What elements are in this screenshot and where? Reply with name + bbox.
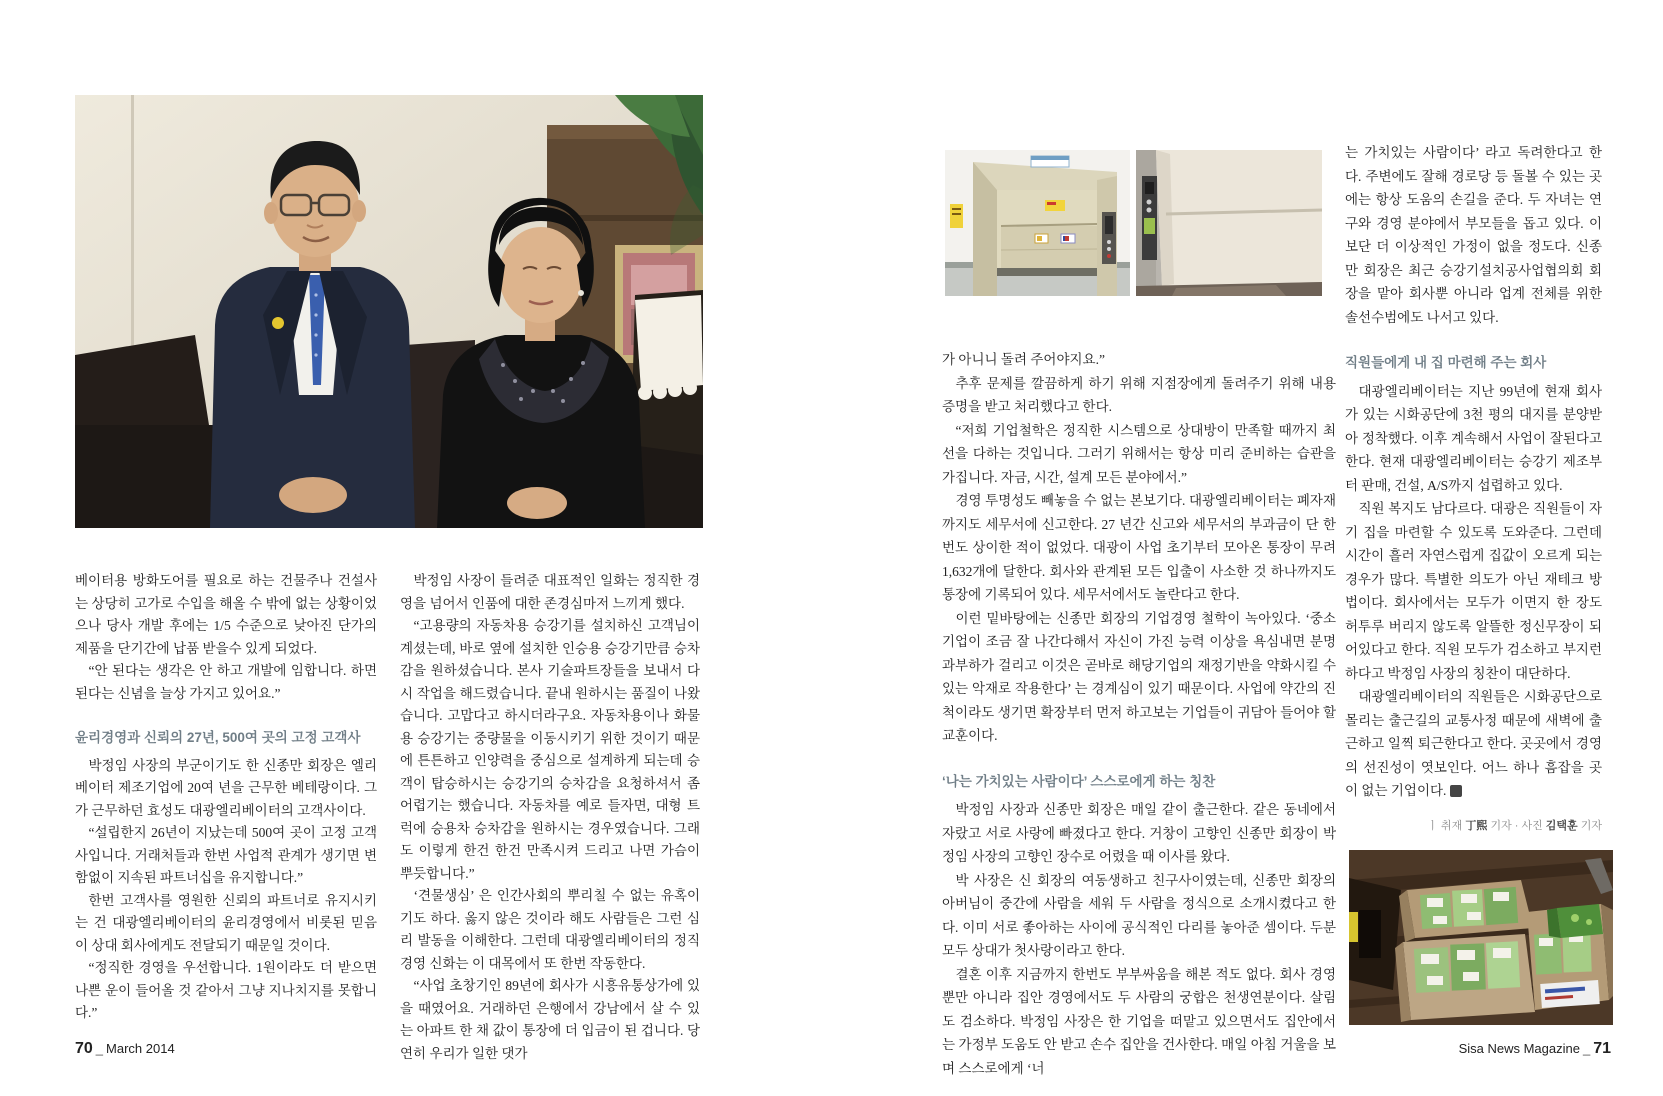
paragraph: 한번 고객사를 영원한 신뢰의 파트너로 유지시키는 건 대광엘리베이터의 윤리경영에서 비롯된 믿음이 상대 회사에게도 전달되기 때문일 것이다. — [75, 892, 377, 953]
paragraph: 결혼 이후 지금까지 한번도 부부싸움을 해본 적도 없다. 회사 경영뿐만 아니라 집안 경영에서도 두 사람의 궁합은 천생연분이다. 살림도 검소하다. 박정임 사장은 한 기업을 떠맡고 있으면서도 집안에서는 가정부 도움도 안 받고 손수 집안을 건사한다. 매일 아침 거울을 보며 스스로에게 ‘너 — [942, 966, 1336, 1076]
paragraph: “고용량의 자동차용 승강기를 설치하신 고객님이 계셨는데, 바로 옆에 설치한 인승용 승강기만큼 승차감을 원하셨습니다. 본사 기술파트장들을 보내서 다시 작업을 해드렸습니다. 끝내 원하시는 품질이 나왔습니다. 고맙다고 하시더라구요. 자동차용이나 화물용 승강기는 중량물을 이동시키기 위한 것이기 때문에 튼튼하고 인양력을 중심으로 설계하게 되는데 승객이 탑승하시는 승강기의 승차감을 요청하셔서 좀 어렵기는 했습니다. 자동차를 예로 들자면, 대형 트럭에 승용차 승차감을 원하시는 경우였습니다. 그래도 이렇게 한건 한건 만족시켜 드리고 나면 가슴이 뿌듯합니다.” — [400, 618, 700, 881]
paragraph: 대광엘리베이터는 지난 99년에 현재 회사가 있는 시화공단에 3천 평의 대지를 분양받아 정착했다. 이후 계속해서 사업이 잘된다고 한다. 현재 대광엘리베이터는 승강기 제조부터 판매, 건설, A/S까지 섭렵하고 있다. — [1345, 383, 1602, 493]
page-number: 70 — [75, 1040, 93, 1057]
right-page-footer — [1459, 1040, 1611, 1058]
paragraph: 박정임 사장과 신종만 회장은 매일 같이 출근한다. 같은 동네에서 자랐고 서로 사랑에 빠졌다고 한다. 거창이 고향인 신종만 회장이 박정임 사장의 고향인 장수로 어렸을 때 이사를 왔다. — [942, 802, 1336, 864]
paragraph: 경영 투명성도 빼놓을 수 없는 본보기다. 대광엘리베이터는 폐자재까지도 세무서에 신고한다. 27 년간 신고와 세무서의 부과금이 단 한번도 상이한 적이 없었다. 대광이 사업 초기부터 모아온 통장이 무려 1,632개에 달한다. 회사와 관계된 모든 입출이 사소한 것 하나까지도 통장에 기록되어 있다. 세무서에서도 놀란다고 한다. — [942, 493, 1336, 602]
paragraph: 추후 문제를 깔끔하게 하기 위해 지점장에게 돌려주기 위해 내용 증명을 받고 처리했다고 한다. — [942, 375, 1336, 414]
footer-label: March 2014 — [106, 1041, 175, 1056]
page-number: 71 — [1593, 1040, 1611, 1057]
section-heading: 윤리경영과 신뢰의 27년, 500여 곳의 고정 고객사 — [75, 730, 361, 745]
photo-freight-elevator — [945, 150, 1130, 296]
footer-separator: _ — [95, 1041, 104, 1056]
passbook-boxes-illustration — [1349, 850, 1613, 1025]
left-page-footer — [75, 1040, 175, 1058]
left-page-column-2 — [400, 570, 700, 1065]
photo-passbook-boxes — [1349, 850, 1613, 1025]
paragraph: 베이터용 방화도어를 필요로 하는 건물주나 건설사는 상당히 고가로 수입을 해올 수 밖에 없는 상황이었으나 당사 개발 후에는 1/5 수준으로 낮아진 단가의 제품을 단기간에 납품 받을수 있게 되었다. — [75, 573, 377, 656]
paragraph: “저희 기업철학은 정직한 시스템으로 상대방이 만족할 때까지 최선을 다하는 것입니다. 그러기 위해서는 항상 미리 준비하는 습관을 가집니다. 자금, 시간, 설계 모든 분야에서.” — [942, 422, 1336, 485]
featured-photo-couple — [75, 95, 703, 528]
paragraph-text: 대광엘리베이터의 직원들은 시화공단으로 몰리는 출근길의 교통사정 때문에 새벽에 출근하고 일찍 퇴근한다고 한다. 곳곳에서 경영의 선진성이 엿보인다. 어느 하나 흠잡을 곳이 없는 기업이다. — [1345, 689, 1602, 798]
section-heading: ‘나는 가치있는 사람이다’ 스스로에게 하는 칭찬 — [942, 773, 1216, 789]
reporter-name: 丁熙 — [1465, 819, 1488, 832]
paragraph — [1345, 685, 1602, 803]
paragraph: “설립한지 26년이 지났는데 500여 곳이 고정 고객사입니다. 거래처들과 한번 사업적 관계가 생기면 변함없이 지속된 파트너십을 유지합니다.” — [75, 825, 377, 885]
paragraph: 박정임 사장이 들려준 대표적인 일화는 정직한 경영을 넘어서 인품에 대한 존경심마저 느끼게 했다. — [400, 573, 700, 611]
byline-suffix: 기자 — [1580, 819, 1602, 832]
left-page-column-1 — [75, 570, 377, 1025]
byline-middle: 기자 · 사진 — [1490, 819, 1543, 832]
elevator-door-illustration — [1136, 150, 1322, 296]
footer-separator: _ — [1582, 1041, 1591, 1056]
paragraph: 가 아니니 돌려 주어야지요.” — [942, 352, 1105, 367]
article-end-mark: S — [1450, 785, 1462, 797]
paragraph: “사업 초창기인 89년에 회사가 시흥유통상가에 있을 때였어요. 거래하던 은행에서 강남에서 살 수 있는 아파트 한 채 값이 통장에 더 입금이 된 겁니다. 당연히 우리가 일한 댓가 — [400, 978, 700, 1061]
couple-photo-illustration — [75, 95, 703, 528]
byline — [1345, 815, 1602, 839]
photographer-name: 김택훈 — [1545, 819, 1578, 832]
photo-elevator-door — [1136, 150, 1322, 296]
paragraph: 는 가치있는 사람이다’ 라고 독려한다고 한다. 주변에도 잘해 경로당 등 돌볼 수 있는 곳에는 항상 도움의 손길을 준다. 두 자녀는 연구와 경영 분야에서 부모들을 돕고 있다. 이보단 더 이상적인 가정이 없을 정도다. 신종만 회장은 최근 승강기설치공사업협의회 회장을 맡아 회사뿐 아니라 업계 전체를 위한 솔선수범에도 나서고 있다. — [1345, 145, 1602, 325]
section-heading: 직원들에게 내 집 마련해 주는 회사 — [1345, 355, 1547, 370]
paragraph: 박 사장은 신 회장의 여동생하고 친구사이였는데, 신종만 회장의 아버님이 중간에 사람을 세워 두 사람을 정식으로 소개시켰다고 한다. 이미 서로 좋아하는 사이에 공식적인 다리를 놓아준 셈이다. 두분 모두 상대가 첫사랑이라고 한다. — [942, 872, 1336, 958]
paragraph: 박정임 사장의 부군이기도 한 신종만 회장은 엘리베이터 제조기업에 20여 년을 근무한 베테랑이다. 그가 근무하던 효성도 대광엘리베이터의 고객사이다. — [75, 757, 377, 818]
paragraph: ‘견물생심’ 은 인간사회의 뿌리칠 수 없는 유혹이기도 하다. 옳지 않은 것이라 해도 사람들은 그런 심리 발동을 이해한다. 그런데 대광엘리베이터의 정직경영 신화는 이 대목에서 또 한번 작동한다. — [400, 888, 700, 971]
byline-prefix: ㅣ 취재 — [1427, 819, 1463, 832]
paragraph: “정직한 경영을 우선합니다. 1원이라도 더 받으면 나쁜 운이 들어올 것 같아서 그냥 지나치지를 못합니다.” — [75, 960, 377, 1020]
right-page-main-column — [942, 348, 1336, 1080]
paragraph: “안 된다는 생각은 안 하고 개발에 임합니다. 하면 된다는 신념을 늘상 가지고 있어요.” — [75, 663, 377, 701]
freight-elevator-illustration — [945, 150, 1130, 296]
footer-label: Sisa News Magazine — [1458, 1041, 1580, 1056]
paragraph: 이런 밑바탕에는 신종만 회장의 기업경영 철학이 녹아있다. ‘중소기업이 조금 잘 나간다해서 자신이 가진 능력 이상을 욕심내면 분명 과부하가 걸리고 이것은 곧바로 해당기업의 재정기반을 약화시킬 수 있는 악재로 작용한다’ 는 경계심이 있기 때문이다. 사업에 약간의 진척이라도 생기면 확장부터 먼저 하고보는 기업들이 귀담아 들어야 할 교훈이다. — [942, 610, 1336, 743]
paragraph: 직원 복지도 남다르다. 대광은 직원들이 자기 집을 마련할 수 있도록 도와준다. 그런데 시간이 흘러 자연스럽게 집값이 오르게 되는 경우가 많다. 특별한 의도가 아닌 재테크 방법이다. 회사에서는 모두가 이면지 한 장도 허투루 버리지 않도록 알뜰한 정신무장이 되어있다고 한다. 직원 모두가 검소하고 부지런하다고 박정임 사장의 칭찬이 대단하다. — [1345, 501, 1602, 681]
right-page-side-column — [1345, 141, 1602, 838]
